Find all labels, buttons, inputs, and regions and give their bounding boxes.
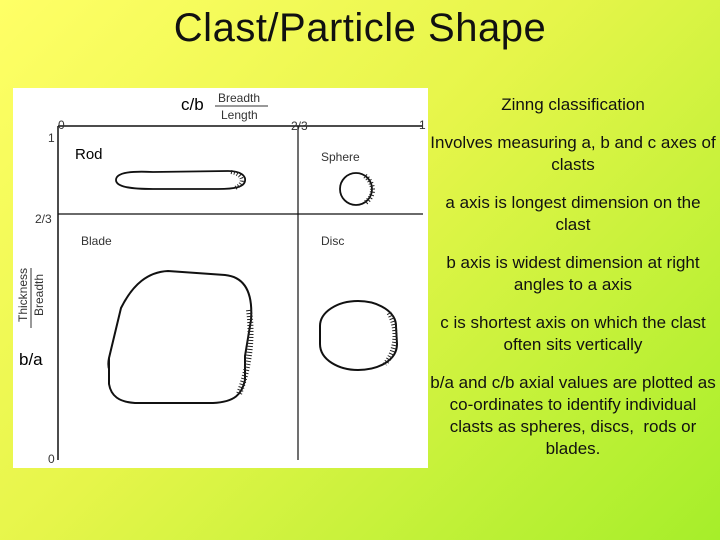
sphere-shape — [340, 173, 373, 205]
x-tick-2-3: 2/3 — [291, 119, 308, 133]
zingg-diagram — [13, 88, 428, 468]
y-tick-2-3: 2/3 — [35, 212, 52, 226]
ba-axis-label: b/a — [19, 350, 43, 369]
length-label: Length — [221, 108, 258, 122]
description-b-axis: b axis is widest dimension at right angles to a axis — [446, 253, 700, 294]
sphere-label: Sphere — [321, 150, 360, 164]
x-tick-1: 1 — [419, 118, 426, 132]
description-coordinates: b/a and c/b axial values are plotted as co-ordinates to identify individual clasts as spheres, discs, rods or blades. — [430, 373, 720, 458]
breadth-label: Breadth — [218, 91, 261, 105]
breadth-vertical-label: Breadth — [32, 273, 46, 317]
cb-axis-label: c/b — [181, 95, 204, 114]
description-axes: Involves measuring a, b and c axes of clasts — [430, 133, 716, 174]
description-a-axis: a axis is longest dimension on the clast — [445, 193, 701, 234]
rod-label: Rod — [75, 146, 103, 163]
zingg-diagram-panel — [13, 88, 428, 468]
slide-title: Clast/Particle Shape — [173, 6, 547, 50]
blade-shape — [108, 271, 251, 403]
thickness-label: Thickness — [16, 267, 30, 323]
zinng-heading: Zinng classification — [501, 95, 645, 114]
y-tick-1: 1 — [48, 131, 55, 145]
blade-label: Blade — [81, 234, 112, 248]
rod-shape — [116, 171, 245, 189]
description-c-axis: c is shortest axis on which the clast often sits vertically — [440, 313, 706, 354]
x-tick-0: 0 — [58, 118, 65, 132]
y-tick-0: 0 — [48, 452, 55, 466]
disc-label: Disc — [321, 234, 345, 248]
disc-shape — [320, 301, 397, 370]
